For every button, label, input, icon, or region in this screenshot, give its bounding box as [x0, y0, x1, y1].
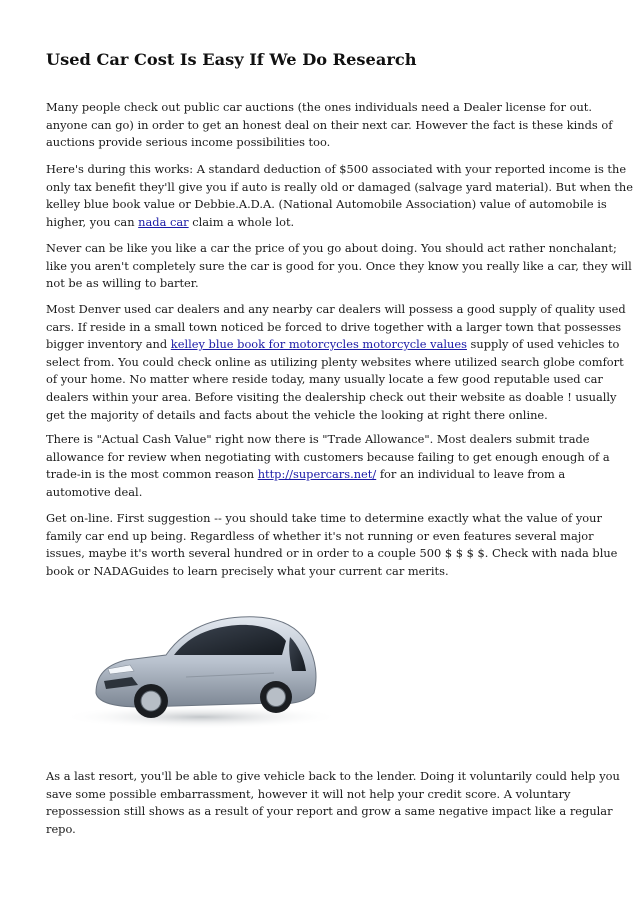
text-line: book or NADAGuides to learn precisely what your current car merits. [46, 563, 449, 578]
text-line: issues, maybe it's worth several hundred or in order to a couple 500 $ $ $ $. Check with nada blue [46, 546, 618, 561]
paragraph-4 [46, 301, 626, 424]
paragraph-7 [46, 768, 620, 838]
text-line [46, 336, 620, 354]
text-line: save some possible embarrassment, however it will not help your credit score. A voluntary [46, 786, 571, 801]
text-line: auctions provide serious income possibilities too. [46, 135, 331, 150]
text-line: get the majority of details and facts about the vehicle the looking at right there online. [46, 407, 548, 422]
nada-car-link[interactable]: nada car [138, 214, 189, 229]
text-line: Here's during this works: A standard deduction of $500 associated with your reported income is the [46, 162, 627, 176]
text-line: Get on-line. First suggestion -- you should take time to determine exactly what the value of your [46, 511, 602, 525]
front-wheel-rim [141, 691, 161, 711]
text-line: repo. [46, 821, 76, 836]
paragraph-1 [46, 99, 613, 152]
text-line: cars. If reside in a small town noticed be forced to drive together with a larger town that possesses [46, 319, 622, 334]
paragraph-5 [46, 431, 610, 501]
text-line: kelley blue book value or Debbie.A.D.A. (National Automobile Association) value of automobile is [46, 197, 607, 212]
kelley-blue-book-link[interactable]: kelley blue book for motorcycles motorcycle values [170, 337, 467, 352]
supercars-link[interactable]: http://supercars.net/ [257, 467, 377, 482]
text-line: not be as willing to barter. [46, 276, 199, 291]
car-windows [174, 625, 286, 655]
text-line: Many people check out public car auctions (the ones individuals need a Dealer license for out. [46, 100, 592, 114]
text-line: There is "Actual Cash Value" right now there is "Trade Allowance". Most dealers submit trade [46, 432, 590, 446]
text-line: Most Denver used car dealers and any nearby car dealers will possess a good supply of quality used [46, 302, 626, 316]
text-segment: claim a whole lot. [188, 214, 295, 229]
text-line [46, 466, 598, 484]
text-segment: higher, you can [46, 214, 139, 229]
text-segment: trade-in is the most common reason [46, 467, 258, 482]
text-segment: bigger inventory and [46, 337, 171, 352]
paragraph-3 [46, 240, 632, 293]
text-line: of your home. No matter where reside today, many usually locate a few good reputable used car [46, 372, 603, 387]
car-shadow [61, 705, 341, 729]
text-segment: for an individual to leave from a [376, 467, 566, 482]
text-line: select from. You could check online as utilizing plenty websites where utilized search globe comfort [46, 354, 624, 369]
text-segment: supply of used vehicles to [466, 337, 620, 352]
text-line: anyone can go) in order to get an honest deal on their next car. However the fact is these kinds of [46, 117, 613, 132]
rear-wheel-rim [267, 688, 286, 707]
text-line: family car end up being. Regardless of whether it's not running or even features several major [46, 528, 594, 543]
text-line: Never can be like you like a car the price of you go about doing. You should act rather nonchalant; [46, 241, 617, 255]
text-line: like you aren't completely sure the car is good for you. Once they know you really like a car, they will [46, 258, 632, 273]
page-title: Used Car Cost Is Easy If We Do Research [46, 50, 417, 69]
text-line: only tax benefit they'll give you if auto is really old or damaged (salvage yard material). But when the [46, 179, 634, 194]
text-line: dealers within your area. Before visiting the dealership check out their website as doable ! usually [46, 389, 617, 404]
text-line: automotive deal. [46, 484, 143, 499]
text-line [46, 214, 598, 232]
text-line: As a last resort, you'll be able to give vehicle back to the lender. Doing it voluntarily could help you [46, 769, 620, 783]
paragraph-2 [46, 161, 634, 231]
text-line: allowance for review when negotiating with customers because failing to get enough enough of a [46, 449, 610, 464]
text-line: repossession still shows as a result of your report and grow a same negative impact like a regular [46, 804, 613, 819]
car-image [46, 585, 346, 735]
paragraph-6 [46, 510, 618, 580]
